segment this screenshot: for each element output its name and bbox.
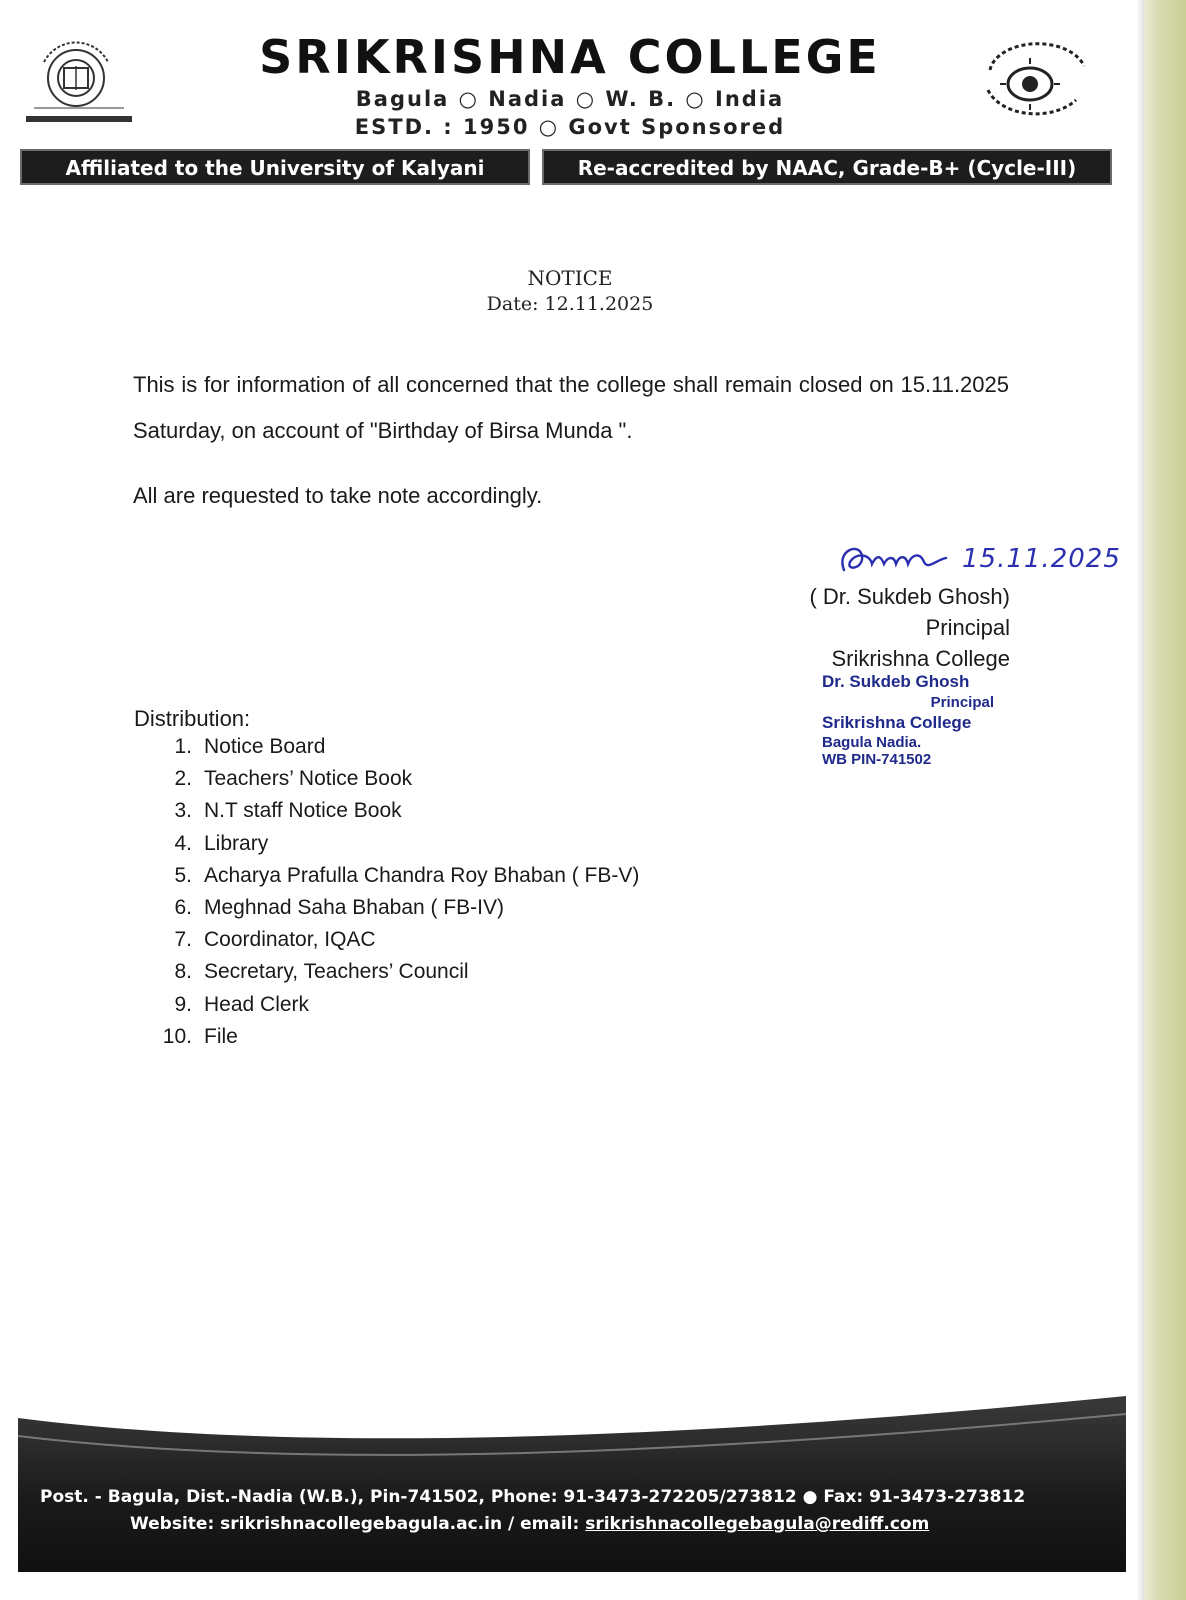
list-item <box>160 832 760 864</box>
footer-website-label: Website: <box>130 1514 221 1534</box>
page-edge-shadow <box>1136 0 1144 1600</box>
list-item-number: 8. <box>174 960 192 984</box>
list-item-text: Coordinator, IQAC <box>204 928 376 952</box>
list-item <box>160 993 760 1025</box>
footer-email-link[interactable]: srikrishnacollegebagula@rediff.com <box>585 1514 930 1534</box>
affiliation-banner: Affiliated to the University of Kalyani <box>20 149 530 185</box>
notice-title: NOTICE <box>527 266 613 290</box>
list-item <box>160 864 760 896</box>
footer-contact: Post. - Bagula, Dist.-Nadia (W.B.), Pin-741502, Phone: 91-3473-272205/273812 ● Fax: 91-3473-273812 <box>40 1487 1026 1507</box>
list-item-text: Teachers’ Notice Book <box>204 767 413 791</box>
list-item-text: Notice Board <box>204 735 326 758</box>
list-item-number: 6. <box>174 895 192 919</box>
list-item-number: 1. <box>174 735 192 758</box>
footer-band <box>18 1396 1126 1572</box>
signatory-name: ( Dr. Sukdeb Ghosh) <box>809 584 1010 609</box>
signatory-title: Principal <box>925 615 1010 640</box>
list-item-number: 3. <box>174 799 192 823</box>
stamp-college: Srikrishna College <box>822 713 972 732</box>
list-item <box>160 735 760 767</box>
stamp-name: Dr. Sukdeb Ghosh <box>822 672 970 691</box>
list-item <box>160 799 760 831</box>
stamp-place: Bagula Nadia. <box>822 734 922 751</box>
list-item <box>160 928 760 960</box>
list-item-text: Meghnad Saha Bhaban ( FB-IV) <box>204 895 505 919</box>
accreditation-banner: Re-accredited by NAAC, Grade-B+ (Cycle-III) <box>542 149 1112 185</box>
signature-date: 15.11.2025 <box>962 544 1121 574</box>
notice-note: All are requested to take note accordingly. <box>133 483 543 508</box>
list-item <box>160 896 760 928</box>
college-seal-right-icon <box>976 40 1096 130</box>
page-edge <box>1144 0 1186 1600</box>
notice-date: Date: 12.11.2025 <box>486 293 654 315</box>
list-item-text: Head Clerk <box>204 992 310 1016</box>
list-item-text: File <box>204 1024 238 1048</box>
list-item <box>160 960 760 992</box>
college-address: Bagula ○ Nadia ○ W. B. ○ India <box>355 87 785 111</box>
list-item-number: 7. <box>174 928 192 952</box>
college-name: SRIKRISHNA COLLEGE <box>259 30 881 84</box>
list-item-number: 4. <box>174 831 192 855</box>
college-established: ESTD. : 1950 ○ Govt Sponsored <box>354 115 786 139</box>
official-stamp <box>822 672 1022 768</box>
list-item-number: 10. <box>162 1024 192 1048</box>
signatory-college: Srikrishna College <box>831 646 1010 671</box>
college-seal-left-icon <box>24 40 136 130</box>
stamp-pin: WB PIN-741502 <box>822 751 932 768</box>
notice-body: This is for information of all concerned that the college shall remain closed on 15.11.2025 Saturday, on account of "Birthday of Birsa Munda ". <box>133 372 1009 443</box>
list-item-text: Secretary, Teachers’ Council <box>204 960 469 984</box>
stamp-title: Principal <box>930 694 994 711</box>
list-item-number: 5. <box>174 863 192 887</box>
list-item-text: N.T staff Notice Book <box>204 799 402 823</box>
distribution-heading: Distribution: <box>134 706 251 731</box>
list-item <box>160 767 760 799</box>
list-item-text: Library <box>204 831 269 855</box>
list-item-number: 9. <box>174 992 192 1016</box>
list-item-text: Acharya Prafulla Chandra Roy Bhaban ( FB-V) <box>204 863 640 887</box>
footer-web-email <box>130 1514 1186 1534</box>
distribution-list <box>160 735 760 1057</box>
footer-website-link[interactable]: srikrishnacollegebagula.ac.in <box>220 1514 503 1534</box>
footer-email-label: / email: <box>502 1514 586 1534</box>
list-item <box>160 1025 760 1057</box>
list-item-number: 2. <box>174 767 192 791</box>
